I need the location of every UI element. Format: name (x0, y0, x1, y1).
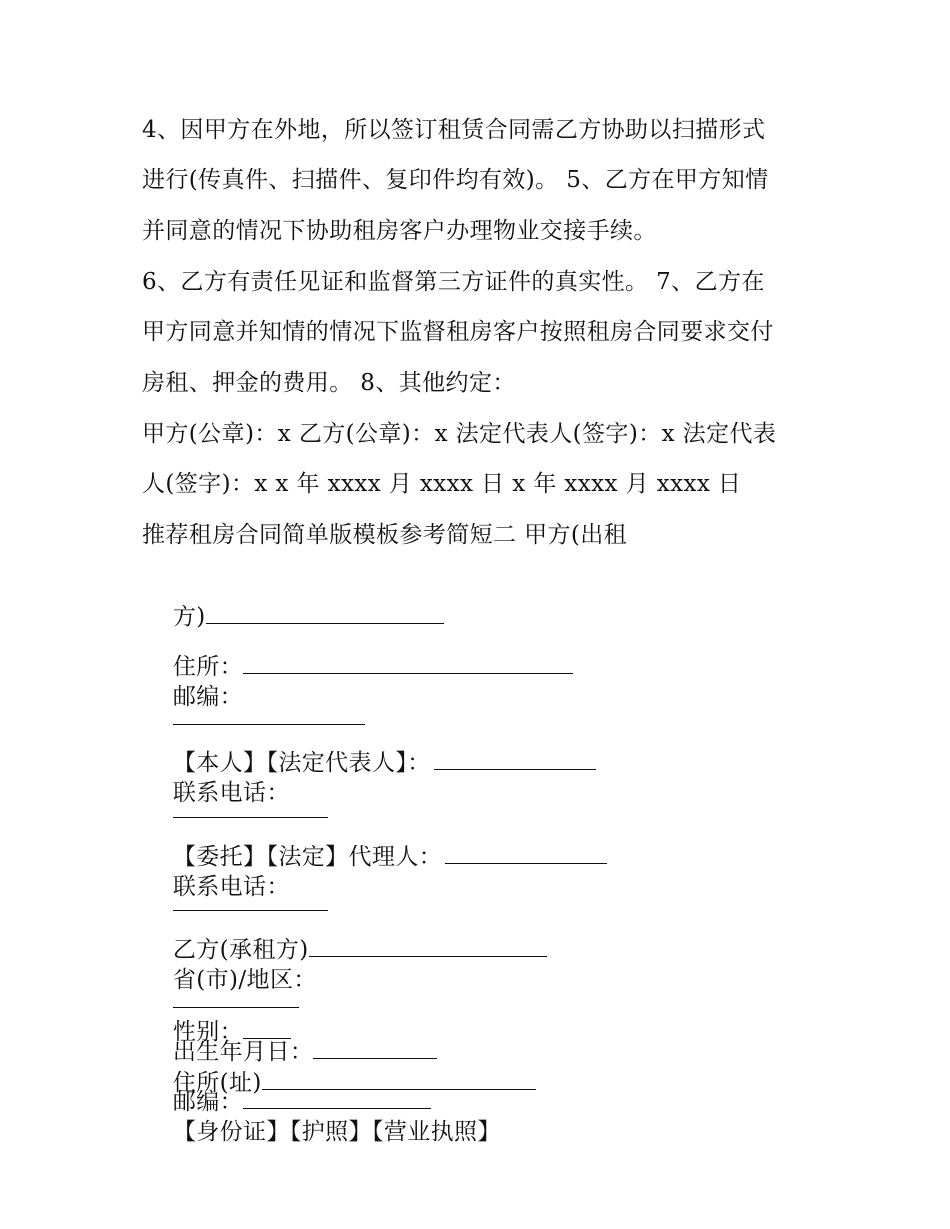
signature-line-1: 甲方(公章)：x 乙方(公章)：x 法定代表人(签字)：x 法定代表 (142, 421, 777, 447)
representative-phone-label: 联系电话： (172, 780, 290, 806)
gender-label: 性别： (172, 1019, 244, 1045)
lessor-label: 方) (172, 604, 206, 630)
lessee-postcode-label: 邮编： (172, 1089, 244, 1115)
address-blank[interactable] (243, 651, 573, 674)
clause-8-line: 房租、押金的费用。 8、其他约定： (142, 370, 516, 396)
address-label: 住所： (172, 654, 244, 680)
agent-phone-label: 联系电话： (172, 874, 290, 900)
agent-label: 【委托】【法定】代理人： (172, 844, 443, 870)
lessee-postcode-blank[interactable] (243, 1086, 431, 1109)
clause-6-line-1: 6、乙方有责任见证和监督第三方证件的真实性。 7、乙方在 (142, 269, 765, 295)
birthdate-label: 出生年月日： (172, 1039, 314, 1065)
residence-label: 住所(址) (172, 1070, 262, 1096)
clause-4-line-2: 进行(传真件、扫描件、复印件均有效)。 5、乙方在甲方知情 (142, 167, 769, 193)
agent-blank[interactable] (445, 841, 607, 864)
id-types-label: 【身份证】【护照】【营业执照】 (172, 1119, 501, 1145)
lessee-label: 乙方(承租方) (172, 937, 309, 963)
clause-4-line-1: 4、因甲方在外地，所以签订租赁合同需乙方协助以扫描形式 (142, 117, 766, 143)
representative-label: 【本人】【法定代表人】： (172, 750, 431, 776)
clause-7-line-2: 甲方同意并知情的情况下监督租房客户按照租房合同要求交付 (142, 319, 774, 345)
signature-line-2: 人(签字)：x x 年 xxxx 月 xxxx 日 x 年 xxxx 月 xxxx 日 (142, 471, 742, 497)
postcode-label: 邮编： (172, 684, 244, 710)
postcode-id-row (142, 1056, 501, 1177)
template-title-line: 推荐租房合同简单版模板参考简短二 甲方(出租 (142, 522, 628, 548)
clause-5-line: 并同意的情况下协助租房客户办理物业交接手续。 (142, 218, 657, 244)
region-blank[interactable] (173, 985, 299, 1008)
province-label: 省(市)/地区： (172, 967, 317, 993)
lessee-name-blank[interactable] (309, 934, 547, 957)
representative-blank[interactable] (434, 747, 596, 770)
